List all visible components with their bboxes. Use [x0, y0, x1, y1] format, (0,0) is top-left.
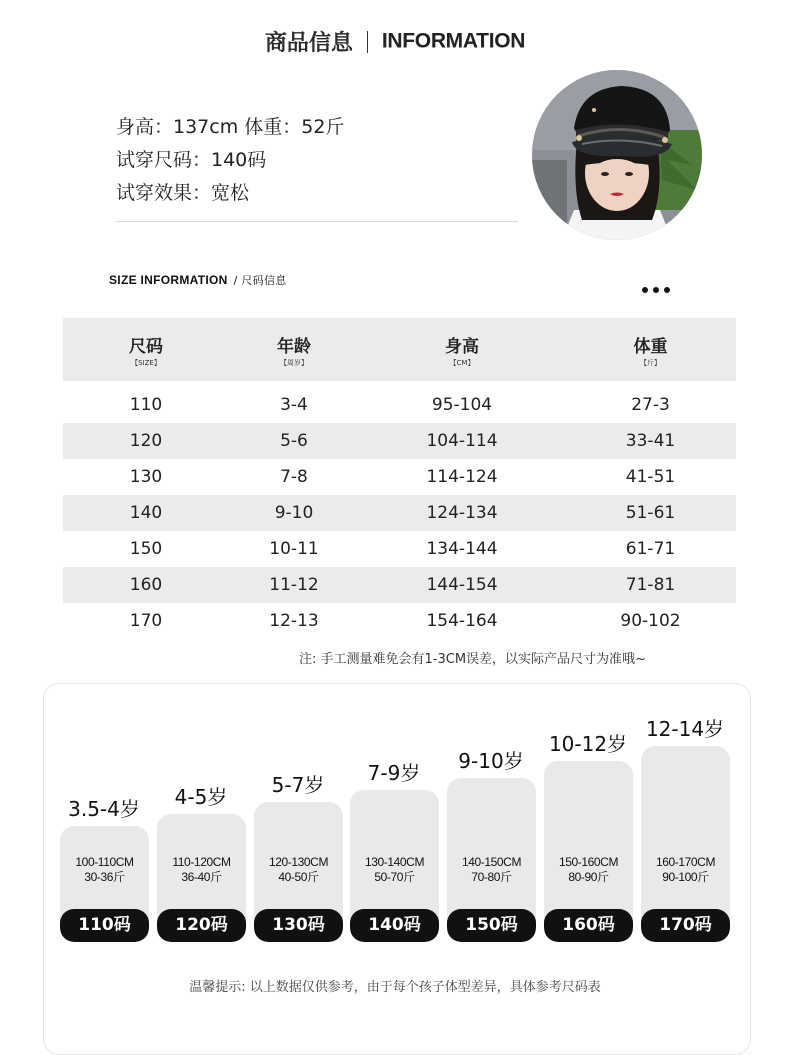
page-header [0, 26, 790, 57]
header-size: 尺码 【SIZE】 [129, 337, 163, 367]
size-bar-measurements [157, 855, 246, 885]
size-bar-height: 110-120CM [172, 855, 231, 869]
table-row: 130 7-8 114-124 41-51 [129, 467, 676, 487]
info-divider [116, 221, 518, 222]
table-header [63, 318, 736, 381]
model-photo [532, 70, 702, 240]
reference-tip: 温馨提示: 以上数据仅供参考，由于每个孩子体型差异，具体参考尺码表 [189, 980, 601, 995]
more-dots-icon [642, 278, 675, 297]
header-age: 年龄 【周岁】 [277, 337, 311, 367]
size-bar-label: 140码 [350, 909, 439, 942]
size-bar-label: 150码 [447, 909, 536, 942]
size-bar-measurements [254, 855, 343, 885]
size-bar-weight: 70-80斤 [471, 870, 512, 884]
size-bar-age: 3.5-4岁 [68, 797, 140, 821]
size-bar-measurements [544, 855, 633, 885]
model-info [116, 112, 344, 211]
header-height: 身高 【CM】 [445, 337, 479, 367]
size-bar-label: 160码 [544, 909, 633, 942]
size-info-title [109, 272, 287, 288]
model-fit-effect: 试穿效果：宽松 [116, 182, 250, 204]
table-row: 160 11-12 144-154 71-81 [63, 567, 736, 603]
size-bar-weight: 80-90斤 [568, 870, 609, 884]
header-title-cn: 商品信息 [264, 31, 353, 56]
size-bar-height: 140-150CM [461, 855, 522, 869]
header-title-en: INFORMATION [381, 29, 526, 53]
size-bar-measurements [447, 855, 536, 885]
size-bar-age: 10-12岁 [548, 732, 628, 756]
size-bar [544, 761, 633, 942]
size-bar-weight: 50-70斤 [374, 870, 415, 884]
size-info-subtitle: / 尺码信息 [233, 274, 287, 287]
header-divider [367, 31, 368, 53]
size-bar-weight: 36-40斤 [181, 870, 222, 884]
size-bar-height: 100-110CM [75, 855, 134, 869]
table-row: 170 12-13 154-164 90-102 [129, 611, 681, 631]
size-bar-label: 170码 [641, 909, 730, 942]
size-bar-age: 4-5岁 [174, 785, 228, 809]
header-weight: 体重 【斤】 [633, 337, 668, 367]
size-bar-age: 9-10岁 [458, 749, 524, 773]
size-bar-age: 5-7岁 [271, 773, 325, 797]
size-bar [60, 826, 149, 942]
model-height-weight: 身高：137cm 体重：52斤 [116, 116, 345, 138]
size-bar-height: 120-130CM [268, 855, 329, 869]
measurement-note: 注: 手工测量难免会有1-3CM误差，以实际产品尺寸为准哦~ [299, 652, 646, 667]
size-bar-measurements [641, 855, 730, 885]
size-bar [157, 814, 246, 942]
size-bar-height: 130-140CM [364, 855, 425, 869]
size-bar [447, 778, 536, 942]
size-bar-height: 160-170CM [655, 855, 716, 869]
size-bar-age: 7-9岁 [367, 761, 421, 785]
model-trial-size: 试穿尺码：140码 [116, 149, 267, 171]
size-bar-label: 110码 [60, 909, 149, 942]
table-row: 110 3-4 95-104 27-3 [129, 395, 670, 415]
size-bar-age: 12-14岁 [645, 717, 725, 741]
size-bar-measurements [60, 855, 149, 885]
size-bar [641, 746, 730, 942]
size-bar [254, 802, 343, 942]
table-row: 140 9-10 124-134 51-61 [63, 495, 736, 531]
table-row: 120 5-6 104-114 33-41 [63, 423, 736, 459]
size-bar [350, 790, 439, 942]
size-bar-height: 150-160CM [558, 855, 619, 869]
size-bar-measurements [350, 855, 439, 885]
size-bar-weight: 30-36斤 [84, 870, 125, 884]
size-bar-weight: 90-100斤 [662, 870, 709, 884]
size-bar-label: 120码 [157, 909, 246, 942]
size-table [63, 318, 736, 639]
table-row: 150 10-11 134-144 61-71 [129, 539, 676, 559]
size-info-title-en: SIZE INFORMATION [109, 273, 228, 287]
size-bar-label: 130码 [254, 909, 343, 942]
size-bar-weight: 40-50斤 [278, 870, 319, 884]
